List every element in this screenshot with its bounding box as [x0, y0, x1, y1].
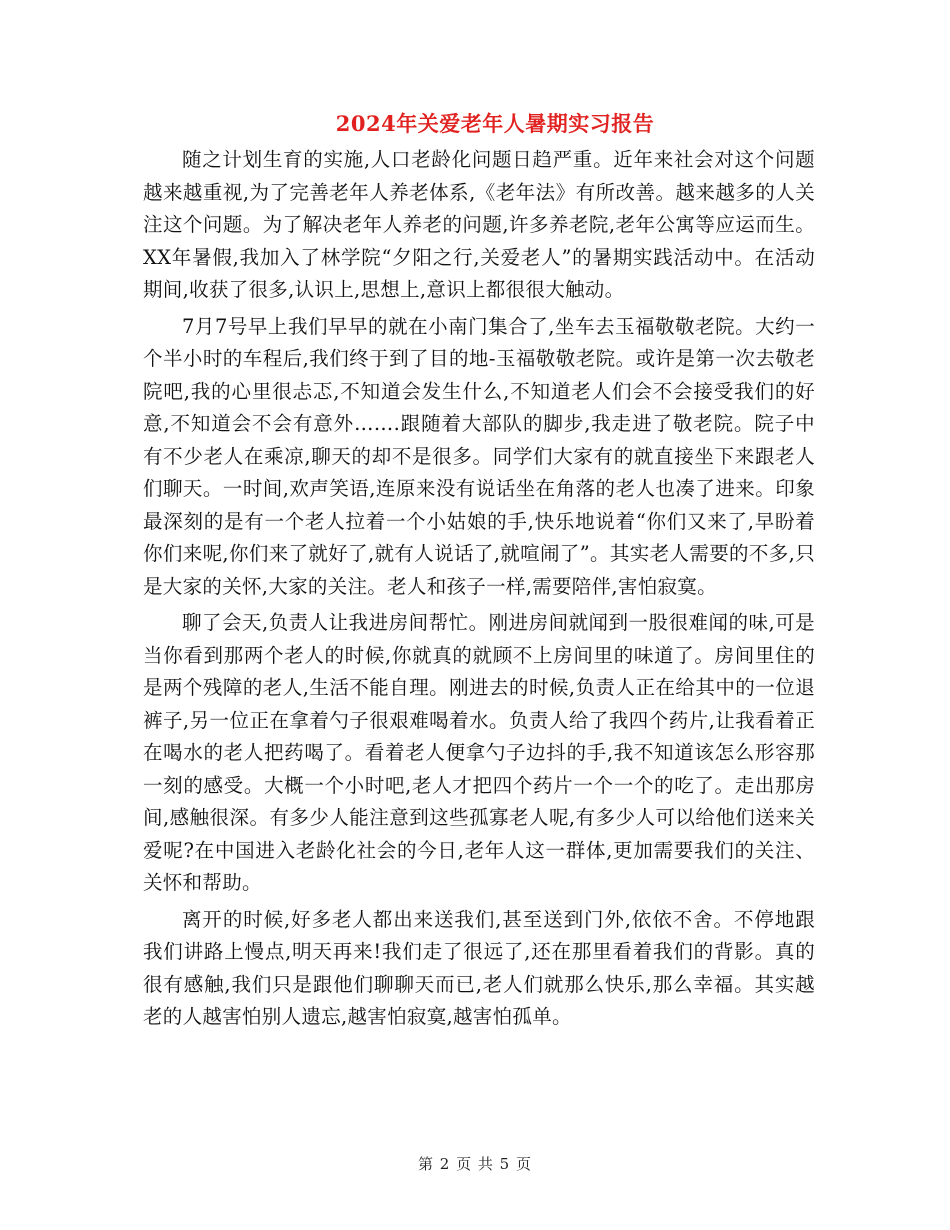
document-body	[143, 144, 815, 1038]
paragraph-1: 随之计划生育的实施,人口老龄化问题日趋严重。近年来社会对这个问题越来越重视,为了完善老年人养老体系,《老年法》有所改善。越来越多的人关注这个问题。为了解决老年人养老的问题,许多养老院,老年公寓等应运而生。XX年暑假,我加入了林学院“夕阳之行,关爱老人”的暑期实践活动中。在活动期间,收获了很多,认识上,思想上,意识上都很很大触动。	[143, 148, 815, 301]
paragraph-4: 离开的时候,好多老人都出来送我们,甚至送到门外,依依不舍。不停地跟我们讲路上慢点,明天再来!我们走了很远了,还在那里看着我们的背影。真的很有感触,我们只是跟他们聊聊天而已,老人们就那么快乐,那么幸福。其实越老的人越害怕别人遗忘,越害怕寂寞,越害怕孤单。	[143, 907, 815, 1028]
paragraph-3: 聊了会天,负责人让我进房间帮忙。刚进房间就闻到一股很难闻的味,可是当你看到那两个老人的时候,你就真的就顾不上房间里的味道了。房间里住的是两个残障的老人,生活不能自理。刚进去的时候,负责人正在给其中的一位退裤子,另一位正在拿着勺子很艰难喝着水。负责人给了我四个药片,让我看着正在喝水的老人把药喝了。看着老人便拿勺子边抖的手,我不知道该怎么形容那一刻的感受。大概一个小时吧,老人才把四个药片一个一个的吃了。走出那房间,感触很深。有多少人能注意到这些孤寡老人呢,有多少人可以给他们送来关爱呢?在中国进入老龄化社会的今日,老年人这一群体,更加需要我们的关注、关怀和帮助。	[143, 611, 815, 894]
document-title: 2024年关爱老年人暑期实习报告	[335, 111, 655, 136]
paragraph-2: 7月7号早上我们早早的就在小南门集合了,坐车去玉福敬敬老院。大约一个半小时的车程后,我们终于到了目的地-玉福敬敬老院。或许是第一次去敬老院吧,我的心里很忐忑,不知道会发生什么,不知道老人们会不会接受我们的好意,不知道会不会有意外…….跟随着大部队的脚步,我走进了敬老院。院子中有不少老人在乘凉,聊天的却不是很多。同学们大家有的就直接坐下来跟老人们聊天。一时间,欢声笑语,连原来没有说话坐在角落的老人也凑了进来。印象最深刻的是有一个老人拉着一个小姑娘的手,快乐地说着“你们又来了,早盼着你们来呢,你们来了就好了,就有人说话了,就喧闹了”。其实老人需要的不多,只是大家的关怀,大家的关注。老人和孩子一样,需要陪伴,害怕寂寞。	[143, 314, 815, 598]
page-number-footer: 第 2 页 共 5 页	[418, 1155, 532, 1173]
